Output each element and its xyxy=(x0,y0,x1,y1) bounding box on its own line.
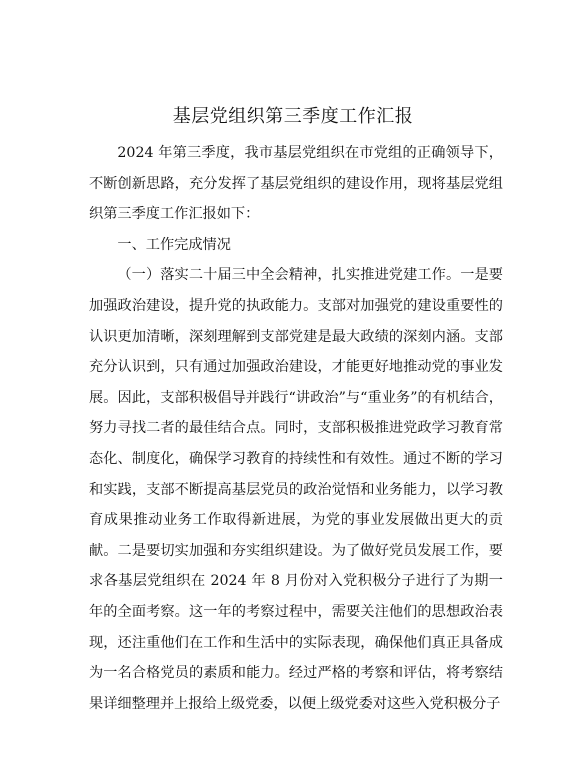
intro-paragraph: 2024 年第三季度，我市基层党组织在市党组的正确领导下，不断创新思路，充分发挥了基层党组织的建设作用，现将基层党组织第三季度工作汇报如下： xyxy=(89,145,503,223)
section-heading: 一、工作完成情况 xyxy=(117,236,231,253)
document-body xyxy=(89,138,503,719)
body-paragraph: （一）落实二十届三中全会精神，扎实推进党建工作。一是要加强政治建设，提升党的执政能力。支部对加强党的建设重要性的认识更加清晰，深刻理解到支部党建是最大政绩的深刻内涵。支部充分认识到，只有通过加强政治建设，才能更好地推动党的事业发展。因此，支部积极倡导并践行“讲政治”与“重业务”的有机结合，努力寻找二者的最佳结合点。同时，支部积极推进党政学习教育常态化、制度化，确保学习教育的持续性和有效性。通过不断的学习和实践，支部不断提高基层党员的政治觉悟和业务能力，以学习教育成果推动业务工作取得新进展，为党的事业发展做出更大的贡献。二是要切实加强和夯实组织建设。为了做好党员发展工作，要求各基层党组织在 2024 年 8 月份对入党积极分子进行了为期一年的全面考察。这一年的考察过程中，需要关注他们的思想政治表现，还注重他们在工作和生活中的实际表现，确保他们真正具备成为一名合格党员的素质和能力。经过严格的考察和评估，将考察结果详细整理并上报给上级党委，以便上级党委对这些入党积极分子 xyxy=(89,267,503,712)
document-title: 基层党组织第三季度工作汇报 xyxy=(172,106,414,127)
